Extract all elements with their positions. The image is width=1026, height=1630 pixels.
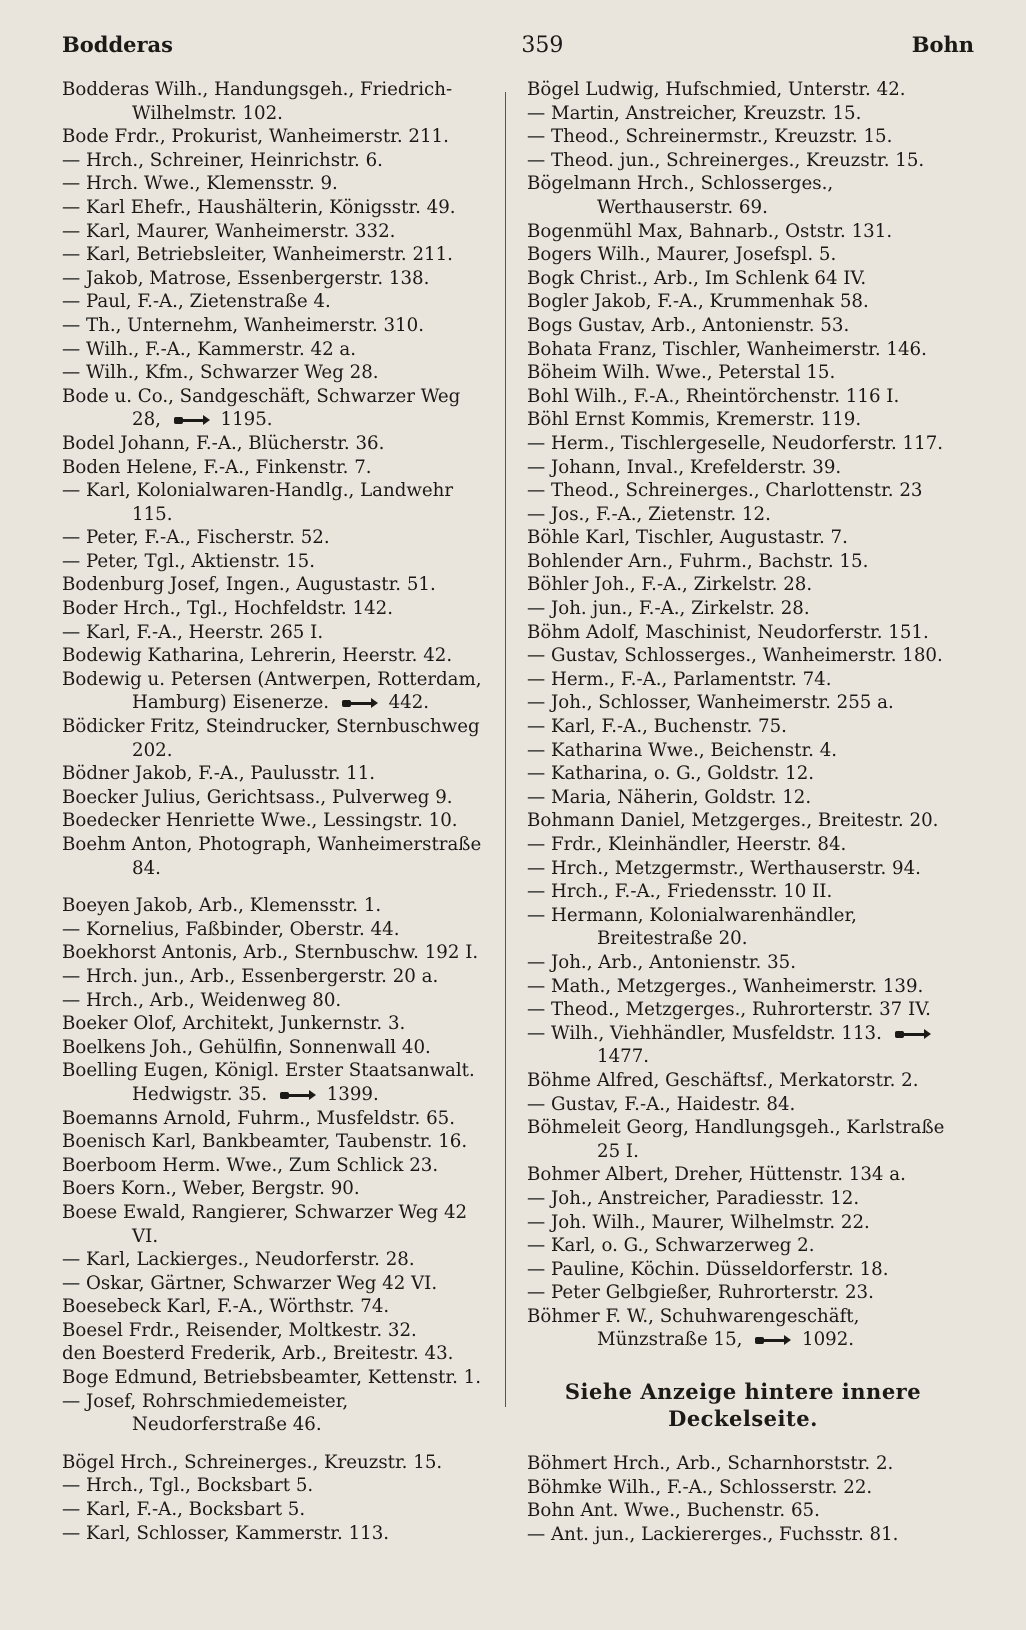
directory-entry: Bohl Wilh., F.-A., Rheintörchenstr. 116 I. <box>527 385 900 407</box>
directory-entry: Boerboom Herm. Wwe., Zum Schlick 23. <box>62 1154 439 1176</box>
directory-entry: — Joh. Wilh., Maurer, Wilhelmstr. 22. <box>527 1211 870 1233</box>
directory-entry: — Peter, Tgl., Aktienstr. 15. <box>62 550 315 572</box>
directory-entry: Bodewig u. Petersen (Antwerpen, Rotterdam, Hamburg) Eisenerze. 442. <box>62 668 482 714</box>
directory-entry: — Hrch., Schreiner, Heinrichstr. 6. <box>62 149 383 171</box>
directory-entry: — Joh., Anstreicher, Paradiesstr. 12. <box>527 1187 860 1209</box>
directory-entry: Böhler Joh., F.-A., Zirkelstr. 28. <box>527 574 813 596</box>
directory-entry: — Frdr., Kleinhändler, Heerstr. 84. <box>527 834 847 855</box>
directory-entry: Bodenburg Josef, Ingen., Augustastr. 51. <box>62 574 436 596</box>
directory-entry: Böheim Wilh. Wwe., Peterstal 15. <box>527 362 836 384</box>
directory-entry: — Hermann, Kolonialwarenhändler, Breitestraße 20. <box>527 904 857 950</box>
directory-entry: Boeker Olof, Architekt, Junkernstr. 3. <box>62 1013 406 1035</box>
directory-entry: — Martin, Anstreicher, Kreuzstr. 15. <box>527 102 862 124</box>
directory-entry: Bodewig Katharina, Lehrerin, Heerstr. 42. <box>62 645 453 667</box>
directory-entry: Bögelmann Hrch., Schlosserges., Werthauserstr. 69. <box>527 173 834 218</box>
telephone-icon <box>754 1334 792 1346</box>
right-column-entries-top <box>527 78 959 1352</box>
advertisement-notice: Siehe Anzeige hintere innere Deckelseite. <box>564 1379 922 1432</box>
header-right-word: Bohn <box>911 32 974 57</box>
directory-entry: — Pauline, Köchin. Düsseldorferstr. 18. <box>527 1258 889 1280</box>
directory-entry: — Herm., Tischlergeselle, Neudorferstr. 117. <box>527 432 944 454</box>
directory-entry: Boesel Frdr., Reisender, Moltkestr. 32. <box>62 1319 417 1341</box>
directory-entry: — Paul, F.-A., Zietenstraße 4. <box>62 291 331 313</box>
directory-entry: — Joh., Schlosser, Wanheimerstr. 255 a. <box>527 692 894 714</box>
directory-entry: Bohata Franz, Tischler, Wanheimerstr. 146. <box>527 338 927 360</box>
directory-entry: — Karl Ehefr., Haushälterin, Königsstr. 49. <box>62 196 456 218</box>
directory-entry: Boenisch Karl, Bankbeamter, Taubenstr. 16. <box>62 1131 468 1153</box>
directory-entry: Boelkens Joh., Gehülfin, Sonnenwall 40. <box>62 1036 431 1058</box>
right-column-entries-bottom <box>527 1452 959 1546</box>
telephone-icon <box>341 697 379 709</box>
directory-entry: — Oskar, Gärtner, Schwarzer Weg 42 VI. <box>62 1272 438 1294</box>
page-header <box>62 32 974 58</box>
directory-entry: Bohlender Arn., Fuhrm., Bachstr. 15. <box>527 550 869 572</box>
directory-entry: — Karl, Lackierges., Neudorferstr. 28. <box>62 1249 415 1271</box>
directory-entry: — Hrch. Wwe., Klemensstr. 9. <box>62 173 338 195</box>
directory-entry: — Jos., F.-A., Zietenstr. 12. <box>527 503 771 525</box>
directory-entry: Böhmer F. W., Schuhwarengeschäft, Münzstraße 15, 1092. <box>527 1305 860 1351</box>
directory-entry: Bödicker Fritz, Steindrucker, Sternbuschweg 202. <box>62 716 480 761</box>
directory-entry: Boesebeck Karl, F.-A., Wörthstr. 74. <box>62 1296 390 1318</box>
directory-entry: — Wilh., Viehhändler, Musfeldstr. 113. 1477. <box>527 1022 959 1069</box>
directory-entry: — Maria, Näherin, Goldstr. 12. <box>527 786 812 808</box>
directory-entry: Bödner Jakob, F.-A., Paulusstr. 11. <box>62 763 376 785</box>
directory-entry: Bohmann Daniel, Metzgerges., Breitestr. 20. <box>527 810 939 832</box>
directory-entry: — Kornelius, Faßbinder, Oberstr. 44. <box>62 918 400 940</box>
directory-entry: Bodderas Wilh., Handungsgeh., Friedrich-Wilhelmstr. 102. <box>62 79 453 124</box>
directory-entry: Bodel Johann, F.-A., Blücherstr. 36. <box>62 432 385 454</box>
directory-entry: Bogler Jakob, F.-A., Krummenhak 58. <box>527 291 869 313</box>
directory-entry: Boehm Anton, Photograph, Wanheimerstraße 84. <box>62 834 482 879</box>
directory-entry: Böhmeleit Georg, Handlungsgeh., Karlstraße 25 I. <box>527 1117 945 1162</box>
directory-entry: — Ant. jun., Lackiererges., Fuchsstr. 81. <box>527 1523 899 1545</box>
directory-entry: Boden Helene, F.-A., Finkenstr. 7. <box>62 456 372 478</box>
directory-entry: Boder Hrch., Tgl., Hochfeldstr. 142. <box>62 598 393 620</box>
directory-entry: — Karl, Schlosser, Kammerstr. 113. <box>62 1522 390 1544</box>
directory-entry: — Theod., Schreinerges., Charlottenstr. 23 <box>527 480 923 502</box>
directory-entry: Boge Edmund, Betriebsbeamter, Kettenstr. 1. <box>62 1367 482 1389</box>
directory-entry: — Wilh., Kfm., Schwarzer Weg 28. <box>62 362 379 384</box>
directory-entry: — Josef, Rohrschmiedemeister, Neudorferstraße 46. <box>62 1390 349 1436</box>
telephone-icon <box>894 1028 932 1040</box>
directory-entry: Boers Korn., Weber, Bergstr. 90. <box>62 1178 360 1200</box>
directory-entry: — Karl, Maurer, Wanheimerstr. 332. <box>62 220 396 242</box>
directory-entry: — Gustav, F.-A., Haidestr. 84. <box>527 1093 796 1115</box>
directory-entry: — Wilh., F.-A., Kammerstr. 42 a. <box>62 338 357 360</box>
directory-entry: Bögel Hrch., Schreinerges., Kreuzstr. 15. <box>62 1451 443 1473</box>
telephone-icon <box>173 414 211 426</box>
directory-entry: Böhme Alfred, Geschäftsf., Merkatorstr. 2. <box>527 1069 919 1091</box>
directory-entry: — Katharina, o. G., Goldstr. 12. <box>527 763 815 785</box>
directory-entry: — Karl, Kolonialwaren-Handlg., Landwehr 115. <box>62 480 454 525</box>
directory-entry: Boemanns Arnold, Fuhrm., Musfeldstr. 65. <box>62 1107 456 1129</box>
directory-entry: — Karl, F.-A., Bocksbart 5. <box>62 1499 306 1521</box>
directory-entry: — Katharina Wwe., Beichenstr. 4. <box>527 739 838 761</box>
page-number: 359 <box>521 33 564 58</box>
directory-entry: Bohn Ant. Wwe., Buchenstr. 65. <box>527 1500 820 1522</box>
directory-entry: — Peter, F.-A., Fischerstr. 52. <box>62 527 330 549</box>
header-left-word: Bodderas <box>62 32 173 57</box>
directory-entry: Böhle Karl, Tischler, Augustastr. 7. <box>527 527 848 549</box>
directory-entry: — Karl, Betriebsleiter, Wanheimerstr. 211. <box>62 244 453 266</box>
directory-entry: Boeyen Jakob, Arb., Klemensstr. 1. <box>62 895 382 917</box>
directory-entry: — Hrch., Tgl., Bocksbart 5. <box>62 1475 314 1497</box>
directory-entry: Böhmert Hrch., Arb., Scharnhorststr. 2. <box>527 1453 894 1475</box>
right-column <box>527 78 959 1546</box>
directory-entry: — Karl, F.-A., Buchenstr. 75. <box>527 716 787 738</box>
directory-entry: Boekhorst Antonis, Arb., Sternbuschw. 192 I. <box>62 942 479 964</box>
directory-entry: — Karl, F.-A., Heerstr. 265 I. <box>62 621 324 643</box>
directory-entry: — Gustav, Schlosserges., Wanheimerstr. 180. <box>527 645 943 667</box>
directory-entry: — Herm., F.-A., Parlamentstr. 74. <box>527 668 832 690</box>
directory-entry: — Joh., Arb., Antonienstr. 35. <box>527 951 797 973</box>
directory-entry: — Hrch., Metzgermstr., Werthauserstr. 94. <box>527 857 921 879</box>
directory-entry: — Joh. jun., F.-A., Zirkelstr. 28. <box>527 598 810 620</box>
directory-entry: den Boesterd Frederik, Arb., Breitestr. 43. <box>62 1343 454 1365</box>
telephone-icon <box>279 1089 317 1101</box>
directory-entry: Bogenmühl Max, Bahnarb., Oststr. 131. <box>527 220 893 242</box>
directory-entry: Bode u. Co., Sandgeschäft, Schwarzer Weg 28, 1195. <box>62 385 461 431</box>
directory-entry: Böhm Adolf, Maschinist, Neudorferstr. 151. <box>527 621 929 643</box>
directory-entry: — Jakob, Matrose, Essenbergerstr. 138. <box>62 267 430 289</box>
directory-entry: — Hrch., Arb., Weidenweg 80. <box>62 989 342 1011</box>
directory-entry: — Johann, Inval., Krefelderstr. 39. <box>527 456 842 478</box>
directory-entry: — Hrch. jun., Arb., Essenbergerstr. 20 a. <box>62 965 439 987</box>
directory-entry: — Theod., Schreinermstr., Kreuzstr. 15. <box>527 126 893 148</box>
directory-entry: Boedecker Henriette Wwe., Lessingstr. 10. <box>62 810 458 832</box>
directory-entry: — Math., Metzgerges., Wanheimerstr. 139. <box>527 975 924 997</box>
directory-entry: — Theod., Metzgerges., Ruhrorterstr. 37 IV. <box>527 999 931 1021</box>
directory-entry: Boese Ewald, Rangierer, Schwarzer Weg 42 VI. <box>62 1201 468 1247</box>
directory-entry: Boelling Eugen, Königl. Erster Staatsanwalt. Hedwigstr. 35. 1399. <box>62 1060 475 1105</box>
left-column <box>62 78 494 1545</box>
directory-entry: — Hrch., F.-A., Friedensstr. 10 II. <box>527 881 833 903</box>
directory-entry: — Peter Gelbgießer, Ruhrorterstr. 23. <box>527 1282 874 1304</box>
directory-entry: Böhmke Wilh., F.-A., Schlosserstr. 22. <box>527 1476 873 1498</box>
directory-entry: Bogk Christ., Arb., Im Schlenk 64 IV. <box>527 267 867 289</box>
column-divider <box>505 92 506 1407</box>
directory-entry: Boecker Julius, Gerichtsass., Pulverweg 9. <box>62 786 453 808</box>
directory-entry: Bohmer Albert, Dreher, Hüttenstr. 134 a. <box>527 1164 906 1186</box>
directory-entry: — Th., Unternehm, Wanheimerstr. 310. <box>62 314 425 336</box>
directory-entry: — Karl, o. G., Schwarzerweg 2. <box>527 1235 815 1257</box>
directory-entry: Bogers Wilh., Maurer, Josefspl. 5. <box>527 244 837 266</box>
directory-entry: Bogs Gustav, Arb., Antonienstr. 53. <box>527 314 850 336</box>
directory-entry: Böhl Ernst Kommis, Kremerstr. 119. <box>527 409 862 431</box>
directory-entry: Bögel Ludwig, Hufschmied, Unterstr. 42. <box>527 79 906 100</box>
directory-entry: Bode Frdr., Prokurist, Wanheimerstr. 211. <box>62 126 449 148</box>
directory-entry: — Theod. jun., Schreinerges., Kreuzstr. 15. <box>527 149 925 171</box>
